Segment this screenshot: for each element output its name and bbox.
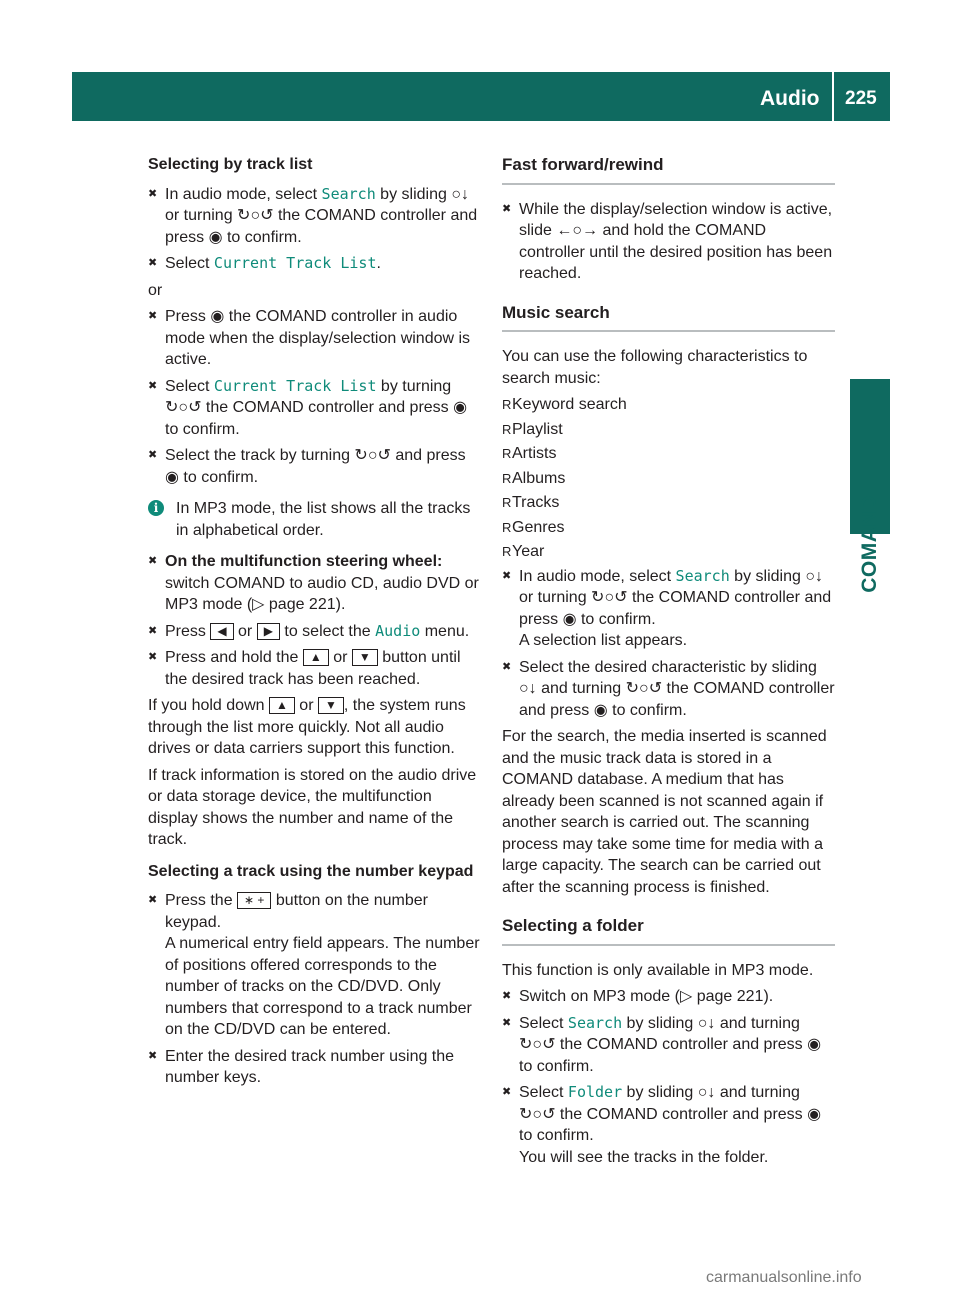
heading-fast-forward: Fast forward/rewind [502, 154, 835, 185]
right-column [502, 150, 835, 1173]
step: ✖ Select Search by sliding ○↓ and turning ↻○↺ the COMAND controller and press ◉ to confirm. [502, 1013, 835, 1078]
heading-select-folder: Selecting a folder [502, 915, 835, 946]
paragraph: If you hold down ▲ or ▼ , the system runs through the list more quickly. Not all audio drives or data carriers support this function. [148, 697, 466, 757]
step: ✖ Press ◀ or ▶ to select the Audio menu. [148, 621, 482, 643]
step: ✖ In audio mode, select Search by sliding ○↓ or turning ↻○↺ the COMAND controller and press ◉ to confirm. [148, 184, 482, 249]
step: ✖ On the multifunction steering wheel: switch COMAND to audio CD, audio DVD or MP3 mode (▷ page 221). [148, 551, 482, 616]
watermark: carmanualsonline.info [706, 1269, 862, 1286]
step: ✖ While the display/selection window is active, slide ←○→ and hold the COMAND controller until the desired position has been reached. [502, 199, 835, 285]
paragraph: For the search, the media inserted is scanned and the music track data is stored in a COMAND database. A medium that has already been scanned is not scanned again if another search is carried out. The scanning process may take some time for media with a large capacity. The search can be carried out after the scanning process is finished. [502, 728, 827, 896]
step: ✖ Enter the desired track number using the number keys. [148, 1046, 482, 1089]
header-divider [832, 72, 834, 121]
step: ✖ In audio mode, select Search by sliding ○↓ or turning ↻○↺ the COMAND controller and press ◉ to confirm. A selection list appears. [502, 566, 835, 652]
step: ✖ Press and hold the ▲ or ▼ button until the desired track has been reached. [148, 647, 482, 690]
step: ✖ Select Folder by sliding ○↓ and turning ↻○↺ the COMAND controller and press ◉ to confirm. You will see the tracks in the folder. [502, 1082, 835, 1168]
side-label: COMAND [858, 495, 881, 593]
page-number: 225 [845, 88, 877, 109]
left-column [148, 150, 482, 1094]
heading-music-search: Music search [502, 302, 835, 333]
step: ✖ Press the ∗ + button on the number keypad. A numerical entry field appears. The number of positions offered corresponds to the number of tracks on the CD/DVD. Only numbers that correspond to a track number on the CD/DVD can be entered. [148, 890, 482, 1041]
list-item: R Albums [502, 468, 835, 490]
heading-number-keypad: Selecting a track using the number keypad [148, 862, 474, 880]
paragraph: This function is only available in MP3 mode. [502, 961, 814, 979]
section-title: Audio [760, 87, 820, 110]
heading-track-list: Selecting by track list [148, 156, 313, 173]
info-note: i In MP3 mode, the list shows all the tracks in alphabetical order. [148, 498, 482, 541]
or-text: or [148, 281, 163, 299]
step: ✖ Select Current Track List by turning ↻○↺ the COMAND controller and press ◉ to confirm. [148, 376, 482, 441]
step: ✖ Select the track by turning ↻○↺ and press ◉ to confirm. [148, 445, 482, 488]
info-icon: i [148, 500, 164, 516]
list-item: R Tracks [502, 492, 835, 514]
list-item: R Playlist [502, 419, 835, 441]
step: ✖ Select Current Track List. [148, 253, 482, 275]
step: ✖ Switch on MP3 mode (▷ page 221). [502, 986, 835, 1008]
step: ✖ Press ◉ the COMAND controller in audio mode when the display/selection window is active. [148, 306, 482, 371]
list-item: R Keyword search [502, 394, 835, 416]
list-item: R Year [502, 541, 835, 563]
paragraph: If track information is stored on the audio drive or data storage device, the multifunction display shows the number and name of the track. [148, 766, 477, 848]
step: ✖ Select the desired characteristic by sliding ○↓ and turning ↻○↺ the COMAND controller and press ◉ to confirm. [502, 657, 835, 722]
paragraph: You can use the following characteristics to search music: [502, 348, 808, 387]
list-item: R Artists [502, 443, 835, 465]
list-item: R Genres [502, 517, 835, 539]
